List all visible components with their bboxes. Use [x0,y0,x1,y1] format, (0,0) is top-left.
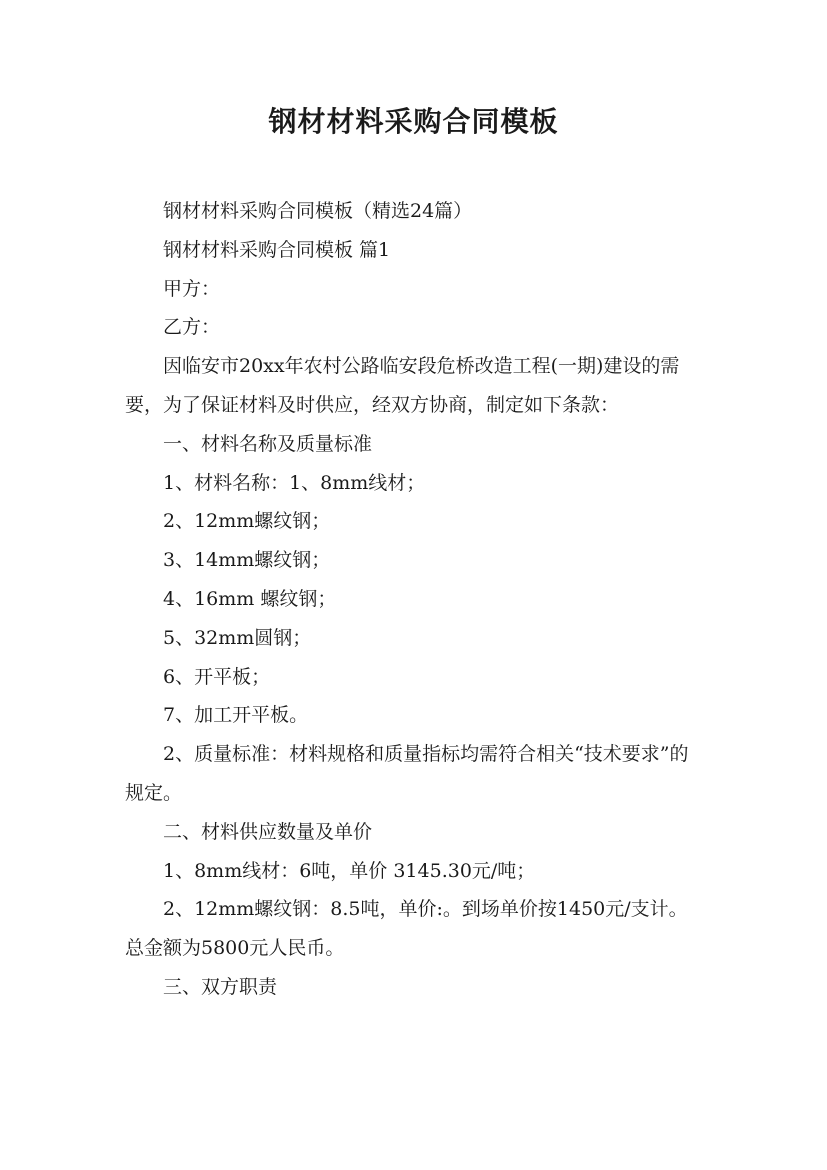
list-item: 1、材料名称：1、8mm线材； [163,471,426,494]
list-item: 4、16mm 螺纹钢； [163,587,337,610]
paragraph-preamble: 因临安市20xx年农村公路临安段危桥改造工程(一期)建设的需要，为了保证材料及时供应，经双方协商，制定如下条款： [125,355,680,416]
paragraph-party-a: 甲方： [163,277,221,300]
list-item: 6、开平板； [163,665,271,688]
paragraph-subtitle: 钢材材料采购合同模板（精选24篇） [163,200,473,222]
document-title: 钢材材料采购合同模板 [268,105,559,138]
list-item: 3、14mm螺纹钢； [163,549,331,572]
paragraph-article-heading: 钢材材料采购合同模板 篇1 [163,238,391,261]
section-heading-materials: 一、材料名称及质量标准 [163,432,373,455]
section-heading-responsibilities: 三、双方职责 [163,975,278,998]
document-body [125,192,705,1007]
list-item: 2、12mm螺纹钢：8.5吨，单价:。到场单价按1450元/支计。总金额为5800元人民币。 [125,898,688,960]
list-item: 1、8mm线材：6吨，单价 3145.30元/吨； [163,859,536,882]
paragraph-quality-standard: 2、质量标准：材料规格和质量指标均需符合相关“技术要求”的规定。 [125,743,689,804]
list-item: 7、加工开平板。 [163,704,309,727]
list-item: 5、32mm圆钢； [163,626,312,649]
section-heading-quantity-price: 二、材料供应数量及单价 [163,820,373,843]
list-item: 2、12mm螺纹钢； [163,510,331,533]
paragraph-party-b: 乙方： [163,316,221,339]
